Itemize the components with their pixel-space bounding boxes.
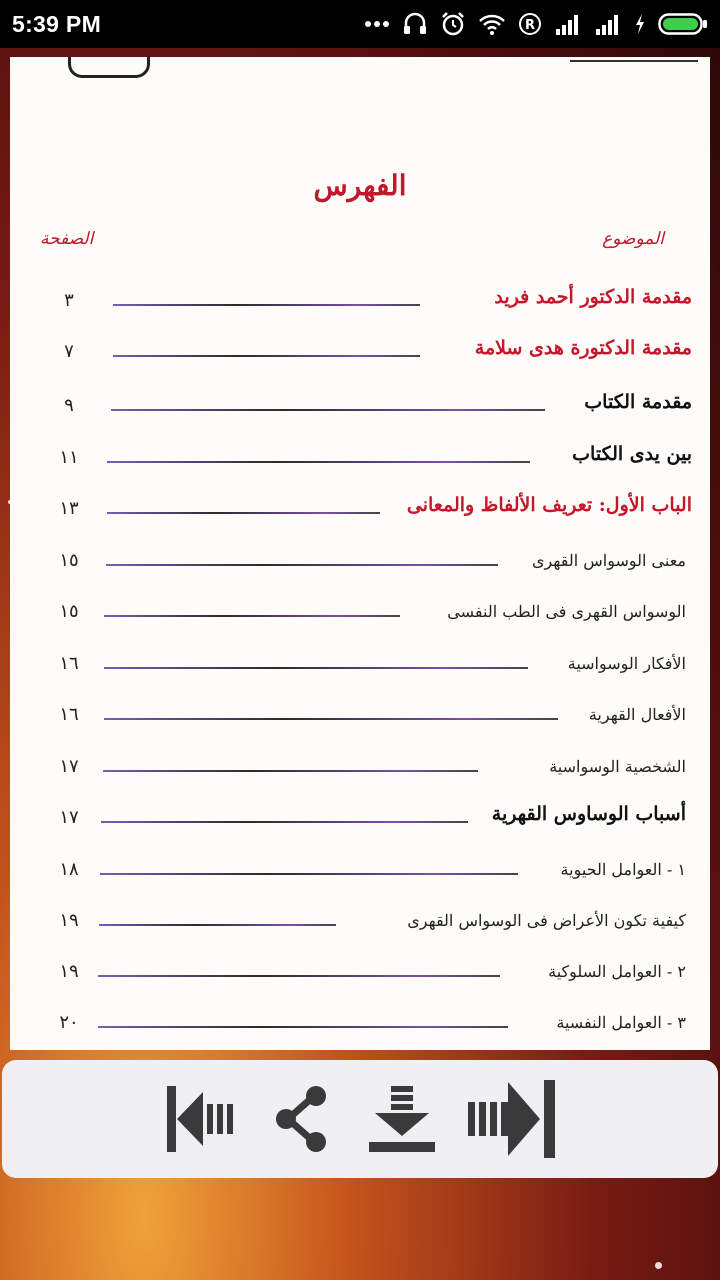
toc-entry-title: مقدمة الدكتور أحمد فريد: [494, 286, 692, 308]
toc-entry-title: الأفعال القهرية: [588, 705, 686, 724]
registered-icon: [518, 12, 542, 36]
toc-leader-line: [100, 873, 518, 875]
toc-entry-title: الشخصية الوسواسية: [549, 757, 686, 776]
toc-leader-line: [107, 461, 530, 463]
bottom-toolbar: [2, 1060, 718, 1178]
charging-icon: [634, 13, 646, 35]
topic-column-header: الموضوع: [602, 229, 664, 249]
toc-entry-page: ١٧: [59, 756, 79, 777]
toc-leader-line: [104, 667, 528, 669]
book-page[interactable]: [10, 57, 710, 1050]
toc-entry-title: الأفكار الوسواسية: [567, 654, 686, 673]
toc-entry-page: ١٩: [59, 961, 79, 982]
status-time: 5:39 PM: [12, 10, 102, 37]
toc-entry-page: ١١: [59, 447, 79, 468]
toc-entry-page: ١٦: [59, 704, 79, 725]
next-page-button[interactable]: [467, 1060, 557, 1178]
toc-leader-line: [113, 304, 420, 306]
toc-entry-page: ١٣: [59, 498, 79, 519]
toc-entry-title: مقدمة الدكتورة هدى سلامة: [474, 337, 692, 359]
toc-entry-title: ٣ - العوامل النفسية: [556, 1013, 686, 1032]
toc-entry: [10, 645, 710, 685]
signal-icon: [554, 13, 582, 35]
toc-entry-title: ١ - العوامل الحيوية: [560, 860, 686, 879]
toc-entry-title: الباب الأول: تعريف الألفاظ والمعانى: [406, 494, 692, 516]
signal-icon: [594, 13, 622, 35]
toc-entry-page: ٣: [64, 290, 74, 311]
toc-entry-title: بين يدى الكتاب: [572, 443, 692, 465]
alarm-icon: [440, 11, 466, 37]
more-dots-icon: [364, 20, 390, 28]
toc-entry-page: ٧: [64, 341, 74, 362]
toc-leader-line: [101, 821, 468, 823]
toc-entry-page: ١٩: [59, 910, 79, 931]
toc-leader-line: [104, 615, 400, 617]
toc-title: الفهرس: [313, 169, 407, 202]
wallpaper-sparkle: [655, 1262, 662, 1269]
toc-entry: [10, 490, 710, 530]
toc-entry-page: ١٧: [59, 807, 79, 828]
toc-leader-line: [107, 512, 380, 514]
page-ornament: [68, 57, 150, 78]
toc-entry: [10, 851, 710, 891]
toc-entry: [10, 387, 710, 427]
toc-entry-title: أسباب الوساوس القهرية: [491, 803, 686, 825]
toc-entry-title: مقدمة الكتاب: [584, 391, 692, 413]
toc-entry-page: ٢٠: [59, 1012, 79, 1033]
wifi-icon: [478, 12, 506, 36]
page-column-header: الصفحة: [40, 229, 94, 249]
wallpaper-sparkle: [8, 500, 12, 504]
toc-entry: [10, 799, 710, 839]
toc-entry-page: ٩: [64, 395, 74, 416]
toc-leader-line: [98, 1026, 508, 1028]
toc-entry: [10, 439, 710, 479]
toc-entry: [10, 333, 710, 373]
toc-entry: [10, 1004, 710, 1044]
toc-leader-line: [104, 718, 558, 720]
toc-leader-line: [99, 924, 336, 926]
toc-entry: [10, 542, 710, 582]
download-button[interactable]: [357, 1060, 447, 1178]
toc-entry-page: ١٦: [59, 653, 79, 674]
toc-entry-title: كيفية تكون الأعراض فى الوسواس القهرى: [407, 911, 686, 930]
toc-entry-title: معنى الوسواس القهرى: [532, 551, 686, 570]
toc-entry-page: ١٥: [59, 601, 79, 622]
toc-entry: [10, 953, 710, 993]
page-divider: [570, 60, 698, 62]
status-bar: [0, 0, 720, 48]
toc-entry-page: ١٥: [59, 550, 79, 571]
headset-icon: [402, 11, 428, 37]
toc-entry-title: الوسواس القهرى فى الطب النفسى: [447, 602, 686, 621]
battery-icon: [658, 12, 708, 36]
toc-leader-line: [98, 975, 500, 977]
svg-text:R: R: [524, 18, 536, 33]
toc-leader-line: [106, 564, 498, 566]
toc-entry: [10, 282, 710, 322]
previous-page-button[interactable]: [157, 1060, 247, 1178]
status-icons: [364, 11, 708, 37]
toc-leader-line: [111, 409, 545, 411]
share-button[interactable]: [257, 1060, 347, 1178]
toc-entry-title: ٢ - العوامل السلوكية: [548, 962, 686, 981]
toc-leader-line: [113, 355, 420, 357]
toc-entry: [10, 696, 710, 736]
toc-entry: [10, 593, 710, 633]
toc-entry: [10, 748, 710, 788]
toc-entry: [10, 902, 710, 942]
toc-entry-page: ١٨: [59, 859, 79, 880]
toc-leader-line: [103, 770, 478, 772]
